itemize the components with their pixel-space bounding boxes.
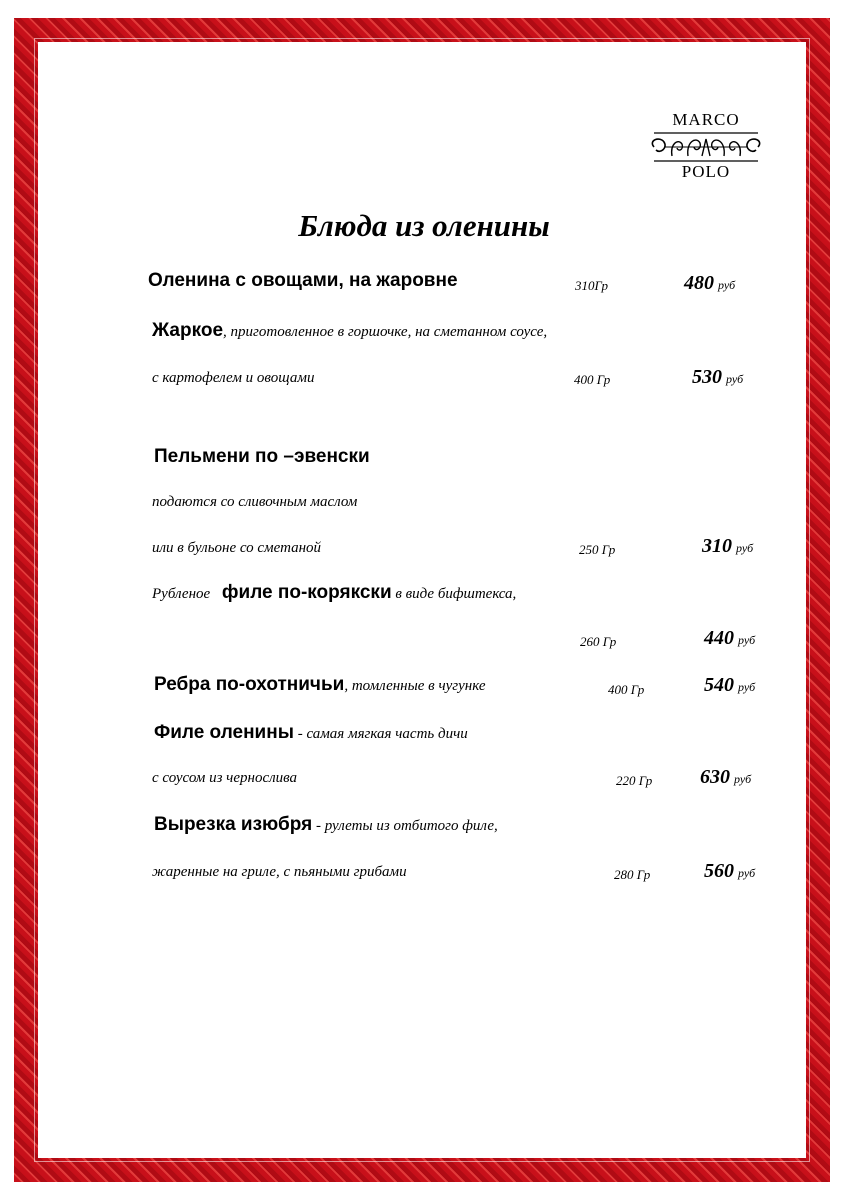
logo-word-bottom: POLO xyxy=(681,162,731,181)
dish-description-line-2: с соусом из чернослива xyxy=(152,770,298,786)
restaurant-logo xyxy=(644,112,768,194)
dish-weight: 260 Гр xyxy=(580,634,617,649)
dish-name: Ребра по-охотничьи xyxy=(154,674,345,695)
dish-price: 540 руб xyxy=(704,674,756,696)
dish-price: 560 руб xyxy=(704,860,756,882)
dish-name: филе по-корякски xyxy=(221,582,392,603)
dish-name: Пельмени по –эвенски xyxy=(154,446,370,467)
dish-description: - рулеты из отбитого филе, xyxy=(312,818,498,834)
dish-weight: 250 Гр xyxy=(579,542,616,557)
dish-description-line-2: жаренные на гриле, с пьяными грибами xyxy=(152,864,407,880)
dish-name: Вырезка изюбря xyxy=(154,814,313,835)
dish-description: в виде бифштекса, xyxy=(391,586,517,602)
dish-description-line-2: или в бульоне со сметаной xyxy=(152,540,322,556)
menu-item-2 xyxy=(152,320,547,342)
logo-word-top: MARCO xyxy=(672,110,740,129)
dish-name: Филе оленины xyxy=(154,722,294,743)
dish-weight: 400 Гр xyxy=(574,372,611,387)
dish-weight: 220 Гр xyxy=(616,773,653,788)
dish-prefix: Рубленое xyxy=(152,586,211,602)
dish-description: , приготовленное в горшочке, на сметанном соусе, xyxy=(223,324,548,340)
dish-description: подаются со сливочным маслом xyxy=(152,494,358,510)
menu-item-4 xyxy=(152,582,516,604)
dish-weight: 280 Гр xyxy=(614,867,651,882)
dish-price: 310 руб xyxy=(702,535,754,557)
menu-item-7 xyxy=(154,814,498,836)
dish-price: 480 руб xyxy=(684,272,736,294)
logo-emblem-icon xyxy=(646,130,766,164)
menu-item-3 xyxy=(154,446,370,468)
dish-description: , томленные в чугунке xyxy=(344,678,486,694)
dish-name: Оленина с овощами, на жаровне xyxy=(148,270,458,291)
dish-weight: 310Гр xyxy=(575,278,609,293)
menu-item-1 xyxy=(148,270,458,292)
dish-weight: 400 Гр xyxy=(608,682,645,697)
menu-item-5 xyxy=(154,674,486,696)
dish-price: 630 руб xyxy=(700,766,752,788)
dish-price: 530 руб xyxy=(692,366,744,388)
menu-item-6 xyxy=(154,722,468,744)
dish-name: Жаркое xyxy=(152,320,224,341)
dish-price: 440 руб xyxy=(704,627,756,649)
dish-description-line-2: с картофелем и овощами xyxy=(152,370,315,386)
dish-description: - самая мягкая часть дичи xyxy=(293,726,468,742)
page-title: Блюда из оленины xyxy=(298,208,550,243)
